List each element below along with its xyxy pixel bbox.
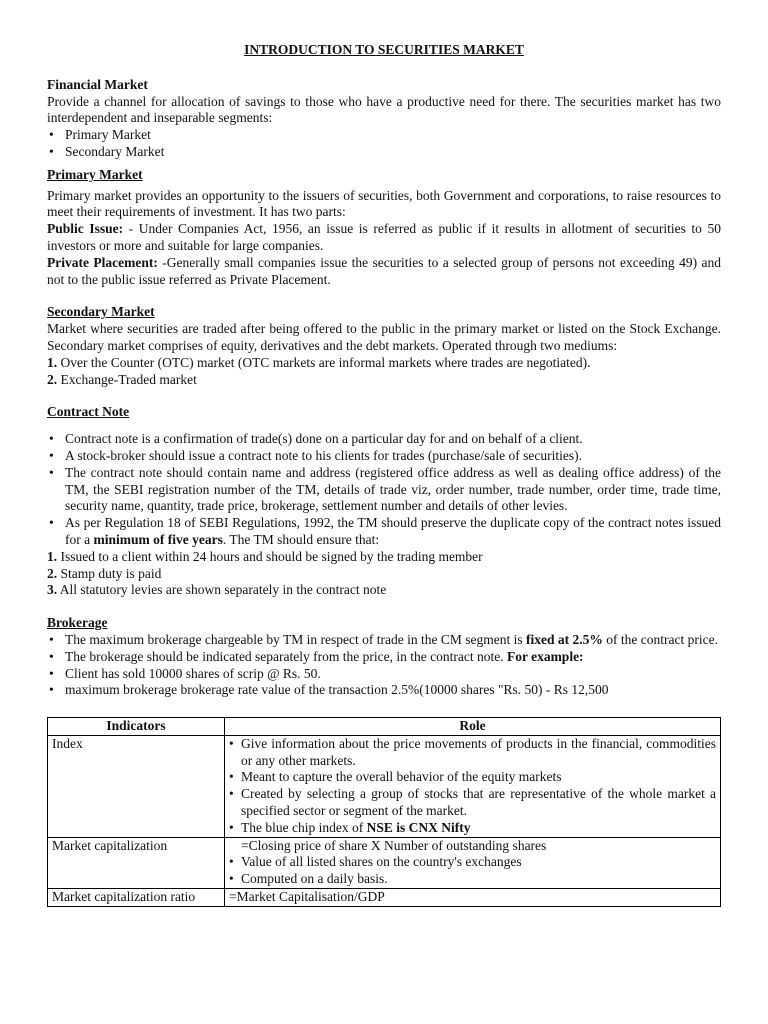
contract-note-section [47,404,721,599]
private-placement-text: -Generally small companies issue the securities to a selected group of persons not exceeding 49) and not to the public issue referred as Private Placement. [47,254,721,287]
role-cell: • Give information about the price movements of products in the financial, commodities or any other markets. • Meant to capture the overall behavior of the equity markets • Created by selecting a group of stocks that are representative of the whole market a specified sector or segment of the market. • The blue chip index of NSE is CNX Nifty [225,735,721,837]
list-item: • Contract note is a confirmation of trade(s) done on a particular day for and on behalf of a client. [47,431,721,448]
requirement-item: 2. Stamp duty is paid [47,565,162,581]
secondary-market-intro: Market where securities are traded after being offered to the public in the primary market or listed on the Stock Exchange. Secondary market comprises of equity, derivatives and the debt markets. Operated through two mediums: [47,321,721,353]
requirement-item: 1. Issued to a client within 24 hours and should be signed by the trading member [47,548,483,564]
table-row [48,735,721,837]
document-page [47,42,721,907]
document-title: INTRODUCTION TO SECURITIES MARKET [244,42,524,57]
list-item: • As per Regulation 18 of SEBI Regulations, 1992, the TM should preserve the duplicate copy of the contract notes issued for a minimum of five years. The TM should ensure that: [47,515,721,549]
list-item: • A stock-broker should issue a contract note to his clients for trades (purchase/sale of securities). [47,448,721,465]
indicator-cell: Market capitalization ratio [48,889,225,907]
secondary-market-heading: Secondary Market [47,304,155,320]
indicator-cell: Index [48,735,225,837]
financial-market-heading: Financial Market [47,76,148,92]
public-issue-label: Public Issue: [47,221,124,237]
table-row [48,837,721,888]
list-item: • Client has sold 10000 shares of scrip @ Rs. 50. [47,666,721,683]
column-header-indicators: Indicators [48,718,225,736]
list-item: • maximum brokerage brokerage rate value of the transaction 2.5%(10000 shares "Rs. 50) - Rs 12,500 [47,682,721,699]
contract-note-list [47,431,721,549]
column-header-role: Role [225,718,721,736]
brokerage-heading: Brokerage [47,615,108,631]
list-item: • The brokerage should be indicated separately from the price, in the contract note. For example: [47,649,721,666]
primary-market-heading: Primary Market [47,166,143,182]
financial-market-intro: Provide a channel for allocation of savings to those who have a productive need for there. The securities market has two interdependent and inseparable segments: [47,93,721,126]
brokerage-section [47,615,721,699]
indicators-table [47,717,721,907]
role-cell: =Closing price of share X Number of outstanding shares • Value of all listed shares on the country's exchanges • Computed on a daily basis. [225,837,721,888]
brokerage-list [47,632,721,699]
medium-item: 1. Over the Counter (OTC) market (OTC markets are informal markets where trades are negotiated). [47,354,591,370]
medium-item: 2. Exchange-Traded market [47,371,197,387]
contract-note-heading: Contract Note [47,404,130,420]
segment-list [47,127,721,161]
indicator-cell: Market capitalization [48,837,225,888]
primary-market-section [47,167,721,289]
secondary-market-section [47,304,721,388]
role-cell: =Market Capitalisation/GDP [225,889,721,907]
private-placement-label: Private Placement: [47,254,158,270]
public-issue-paragraph [47,221,721,255]
table-row [48,889,721,907]
list-item: • The contract note should contain name and address (registered office address as well as dealing office address) of the TM, the SEBI registration number of the TM, details of trade viz, order number, trade number, order time, trade time, security name, quantity, trade price, brokerage, settlement number and details of other levies. [47,465,721,515]
private-placement-paragraph [47,255,721,289]
primary-market-intro: Primary market provides an opportunity to the issuers of securities, both Government and corporations, to raise resources to meet their requirements of investment. It has two parts: [47,187,721,220]
financial-market-section [47,77,721,161]
public-issue-text: - Under Companies Act, 1956, an issue is referred as public if it results in allotment of securities to 50 investors or more and suitable for large companies. [47,221,721,253]
list-item: • The maximum brokerage chargeable by TM in respect of trade in the CM segment is fixed at 2.5% of the contract price. [47,632,721,649]
requirement-item: 3. All statutory levies are shown separately in the contract note [47,582,387,598]
list-item: • Secondary Market [47,144,721,161]
table-header-row [48,718,721,736]
list-item: • Primary Market [47,127,721,144]
